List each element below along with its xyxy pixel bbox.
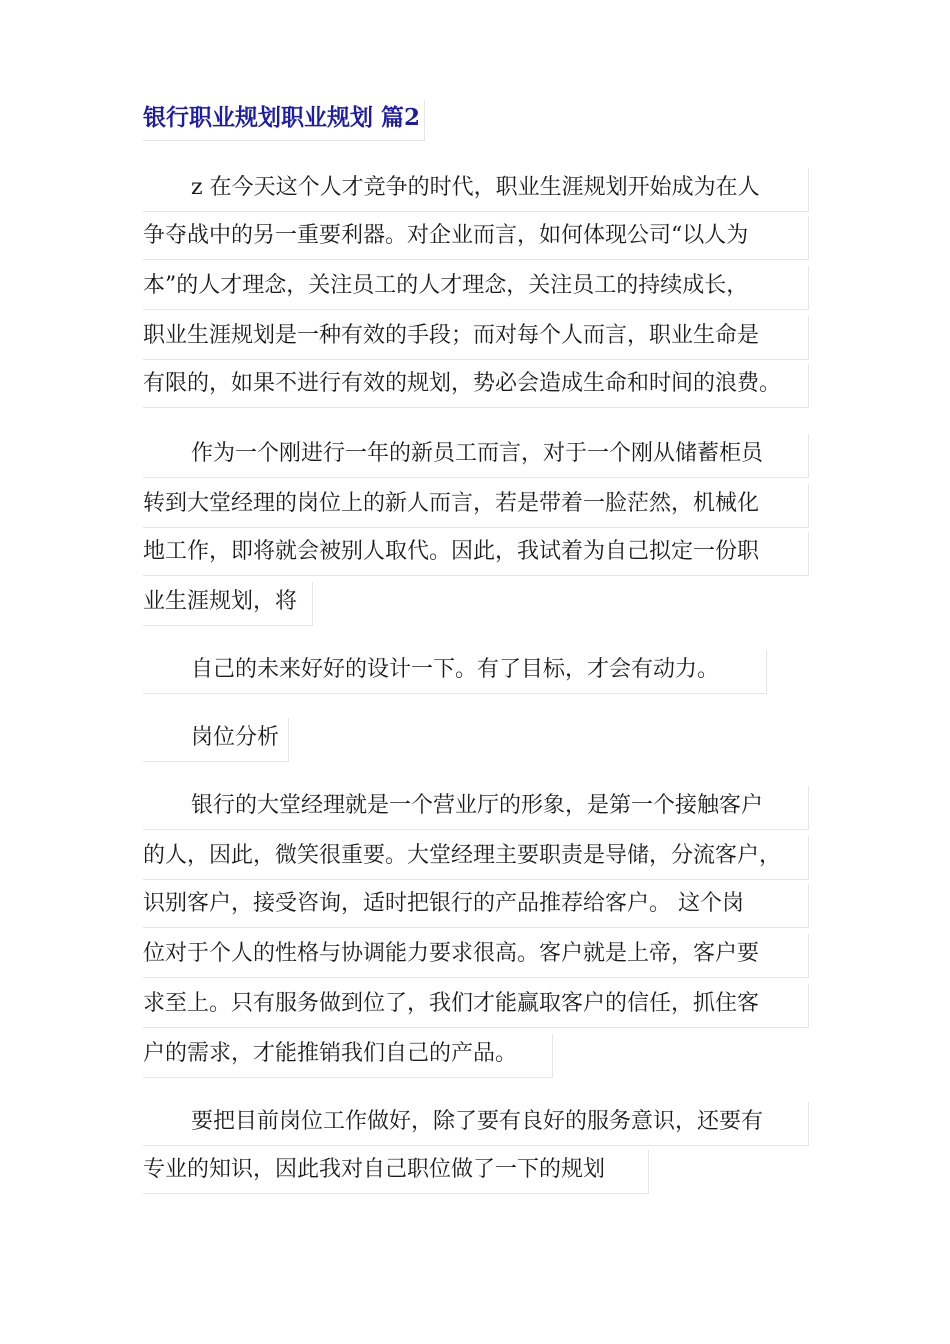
paragraph-4-line-4: 位对于个人的性格与协调能力要求很高。客户就是上帝，客户要 <box>143 934 809 978</box>
document-title: 银行职业规划职业规划 篇2 <box>143 100 425 141</box>
paragraph-5-line-1: 要把目前岗位工作做好，除了要有良好的服务意识，还要有 <box>143 1102 809 1146</box>
paragraph-4-line-1: 银行的大堂经理就是一个营业厅的形象，是第一个接触客户 <box>143 786 809 830</box>
paragraph-4-line-3: 识别客户，接受咨询，适时把银行的产品推荐给客户。 这个岗 <box>143 884 809 928</box>
paragraph-1-line-5: 有限的，如果不进行有效的规划，势必会造成生命和时间的浪费。 <box>143 364 809 408</box>
paragraph-4-line-5: 求至上。只有服务做到位了，我们才能赢取客户的信任，抓住客 <box>143 984 809 1028</box>
paragraph-1-line-4: 职业生涯规划是一种有效的手段；而对每个人而言，职业生命是 <box>143 316 809 360</box>
paragraph-5-line-2: 专业的知识，因此我对自己职位做了一下的规划 <box>143 1150 649 1194</box>
paragraph-4-line-2: 的人，因此，微笑很重要。大堂经理主要职责是导储，分流客户， <box>143 836 809 880</box>
paragraph-1-line-2: 争夺战中的另一重要利器。对企业而言，如何体现公司“以人为 <box>143 216 809 260</box>
paragraph-2-line-2: 转到大堂经理的岗位上的新人而言，若是带着一脸茫然，机械化 <box>143 484 809 528</box>
paragraph-1-line-3: 本”的人才理念，关注员工的人才理念，关注员工的持续成长， <box>143 266 809 310</box>
paragraph-3-line-1: 自己的未来好好的设计一下。有了目标，才会有动力。 <box>143 650 767 694</box>
paragraph-2-line-1: 作为一个刚进行一年的新员工而言，对于一个刚从储蓄柜员 <box>143 434 809 478</box>
paragraph-2-line-3: 地工作，即将就会被别人取代。因此，我试着为自己拟定一份职 <box>143 532 809 576</box>
section-heading: 岗位分析 <box>143 718 289 762</box>
paragraph-4-line-6: 户的需求，才能推销我们自己的产品。 <box>143 1034 553 1078</box>
paragraph-2-line-4: 业生涯规划，将 <box>143 582 313 626</box>
paragraph-1-line-1: z 在今天这个人才竞争的时代，职业生涯规划开始成为在人 <box>143 168 809 212</box>
